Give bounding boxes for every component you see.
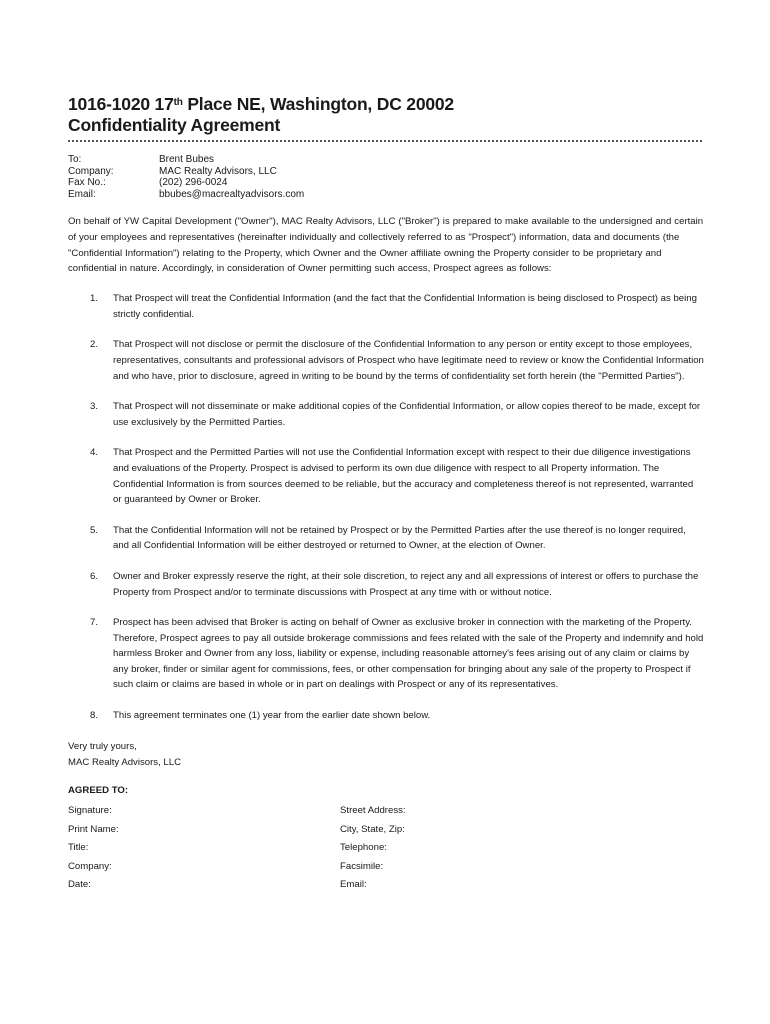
contact-value: bbubes@macrealtyadvisors.com (159, 188, 305, 200)
intro-paragraph: On behalf of YW Capital Development ("Owner"), MAC Realty Advisors, LLC ("Broker") is prepared to make available to the undersigned and certain of your employees and representatives (hereinafter individually and collectively referred to as "Prospect") information, data and documents (the "Confidential Information") relating to the Property, which Owner and the Owner affiliate owning the Property consider to be proprietary and confidential in nature. Accordingly, in consideration of Owner permitting such access, Prospect agrees as follows: (68, 216, 704, 275)
contact-label: Email: (68, 188, 96, 200)
date-field[interactable]: Date: (68, 879, 91, 891)
item-text: That Prospect and the Permitted Parties will not use the Confidential Information except with respect to their due diligence investigations and evaluations of the Property. Prospect is advised to perform its own due diligence with respect to all Property information. The Confidential Information is from sources deemed to be reliable, but the accuracy and completeness thereof is not represented, warranted or guaranteed by Owner or Broker. (113, 447, 694, 506)
item-text: That Prospect will treat the Confidential Information (and the fact that the Confidential Information is being disclosed to Prospect) as being strictly confidential. (113, 293, 697, 320)
terms-list (68, 291, 704, 723)
list-item (68, 337, 704, 384)
item-number: 2. (90, 339, 99, 351)
field-row (68, 876, 704, 895)
closing-salutation: Very truly yours, (68, 740, 137, 752)
contact-value: Brent Bubes (159, 154, 215, 165)
title-superscript: th (173, 97, 183, 108)
list-item (68, 708, 704, 724)
item-number: 7. (90, 617, 99, 629)
contact-label: Company: (68, 165, 114, 177)
page-title (68, 94, 704, 115)
field-row (68, 839, 704, 858)
contact-value: (202) 296-0024 (159, 177, 228, 189)
agreed-heading: AGREED TO: (68, 784, 129, 796)
dotted-divider (68, 140, 702, 142)
telephone-field[interactable]: Telephone: (340, 842, 387, 854)
list-item (68, 291, 704, 322)
contact-label: To: (68, 154, 82, 165)
contact-label: Fax No.: (68, 177, 106, 189)
list-item (68, 569, 704, 600)
item-number: 3. (90, 401, 99, 413)
document-subtitle: Confidentiality Agreement (68, 115, 281, 135)
list-item (68, 523, 704, 554)
email-field[interactable]: Email: (340, 879, 367, 891)
signature-fields (68, 802, 704, 895)
item-text: That the Confidential Information will not be retained by Prospect or by the Permitted Parties after the use thereof is no longer required, and all Confidential Information will be either destroyed or returned to Owner, at the election of Owner. (113, 524, 686, 552)
item-text: Owner and Broker expressly reserve the right, at their sole discretion, to reject any and all expressions of interest or offers to purchase the Property from Prospect and/or to terminate discussions with Prospect at any time with or without notice. (113, 570, 699, 598)
contact-row (68, 154, 704, 166)
print-name-field[interactable]: Print Name: (68, 823, 119, 835)
item-number: 6. (90, 570, 99, 582)
field-row (68, 820, 704, 839)
company-field[interactable]: Company: (68, 860, 112, 872)
city-state-zip-field[interactable]: City, State, Zip: (340, 823, 405, 835)
signature-field[interactable]: Signature: (68, 805, 112, 817)
item-number: 4. (90, 447, 99, 459)
field-row (68, 802, 704, 821)
item-number: 1. (90, 293, 99, 305)
field-row (68, 857, 704, 876)
street-address-field[interactable]: Street Address: (340, 805, 406, 817)
list-item (68, 445, 704, 507)
contact-row (68, 177, 704, 189)
item-number: 5. (90, 524, 99, 536)
list-item (68, 399, 704, 430)
item-text: Prospect has been advised that Broker is acting on behalf of Owner as exclusive broker in connection with the marketing of the Property. Therefore, Prospect agrees to pay all outside brokerage commissions and fees related with the sale of the Property and indemnify and hold harmless Broker and Owner from any loss, liability or expense, including reasonable attorney's fees arising out of any claim or claims by any broker, finder or similar agent for commissions, fees, or other compensation for bringing about any sale of the property to Prospect if such claim or claims are based in whole or in part on dealings with Prospect or any of its representatives. (113, 617, 704, 691)
item-text: That Prospect will not disseminate or make additional copies of the Confidential Information, or allow copies thereof to be made, except for use exclusively by the Permitted Parties. (113, 401, 701, 428)
item-text: This agreement terminates one (1) year from the earlier date shown below. (113, 710, 431, 722)
closing-company: MAC Realty Advisors, LLC (68, 756, 182, 768)
contact-row (68, 166, 704, 178)
closing-block (68, 739, 704, 771)
title-field[interactable]: Title: (68, 842, 89, 854)
contact-block (68, 154, 704, 200)
contact-row (68, 189, 704, 201)
item-number: 8. (90, 710, 99, 722)
title-address-rest: Place NE, Washington, DC 20002 (182, 94, 454, 114)
facsimile-field[interactable]: Facsimile: (340, 860, 384, 872)
contact-value: MAC Realty Advisors, LLC (159, 165, 277, 177)
title-address: 1016-1020 17 (68, 94, 174, 114)
document-page (68, 94, 704, 894)
list-item (68, 615, 704, 693)
item-text: That Prospect will not disclose or permit the disclosure of the Confidential Information to any person or entity except to those employees, representatives, consultants and professional advisors of Prospect who have legitimate need to review or know the Confidential Information and who have, prior to disclosure, agreed in writing to be bound by the terms of confidentiality set forth herein (the "Permitted Parties"). (113, 339, 704, 382)
